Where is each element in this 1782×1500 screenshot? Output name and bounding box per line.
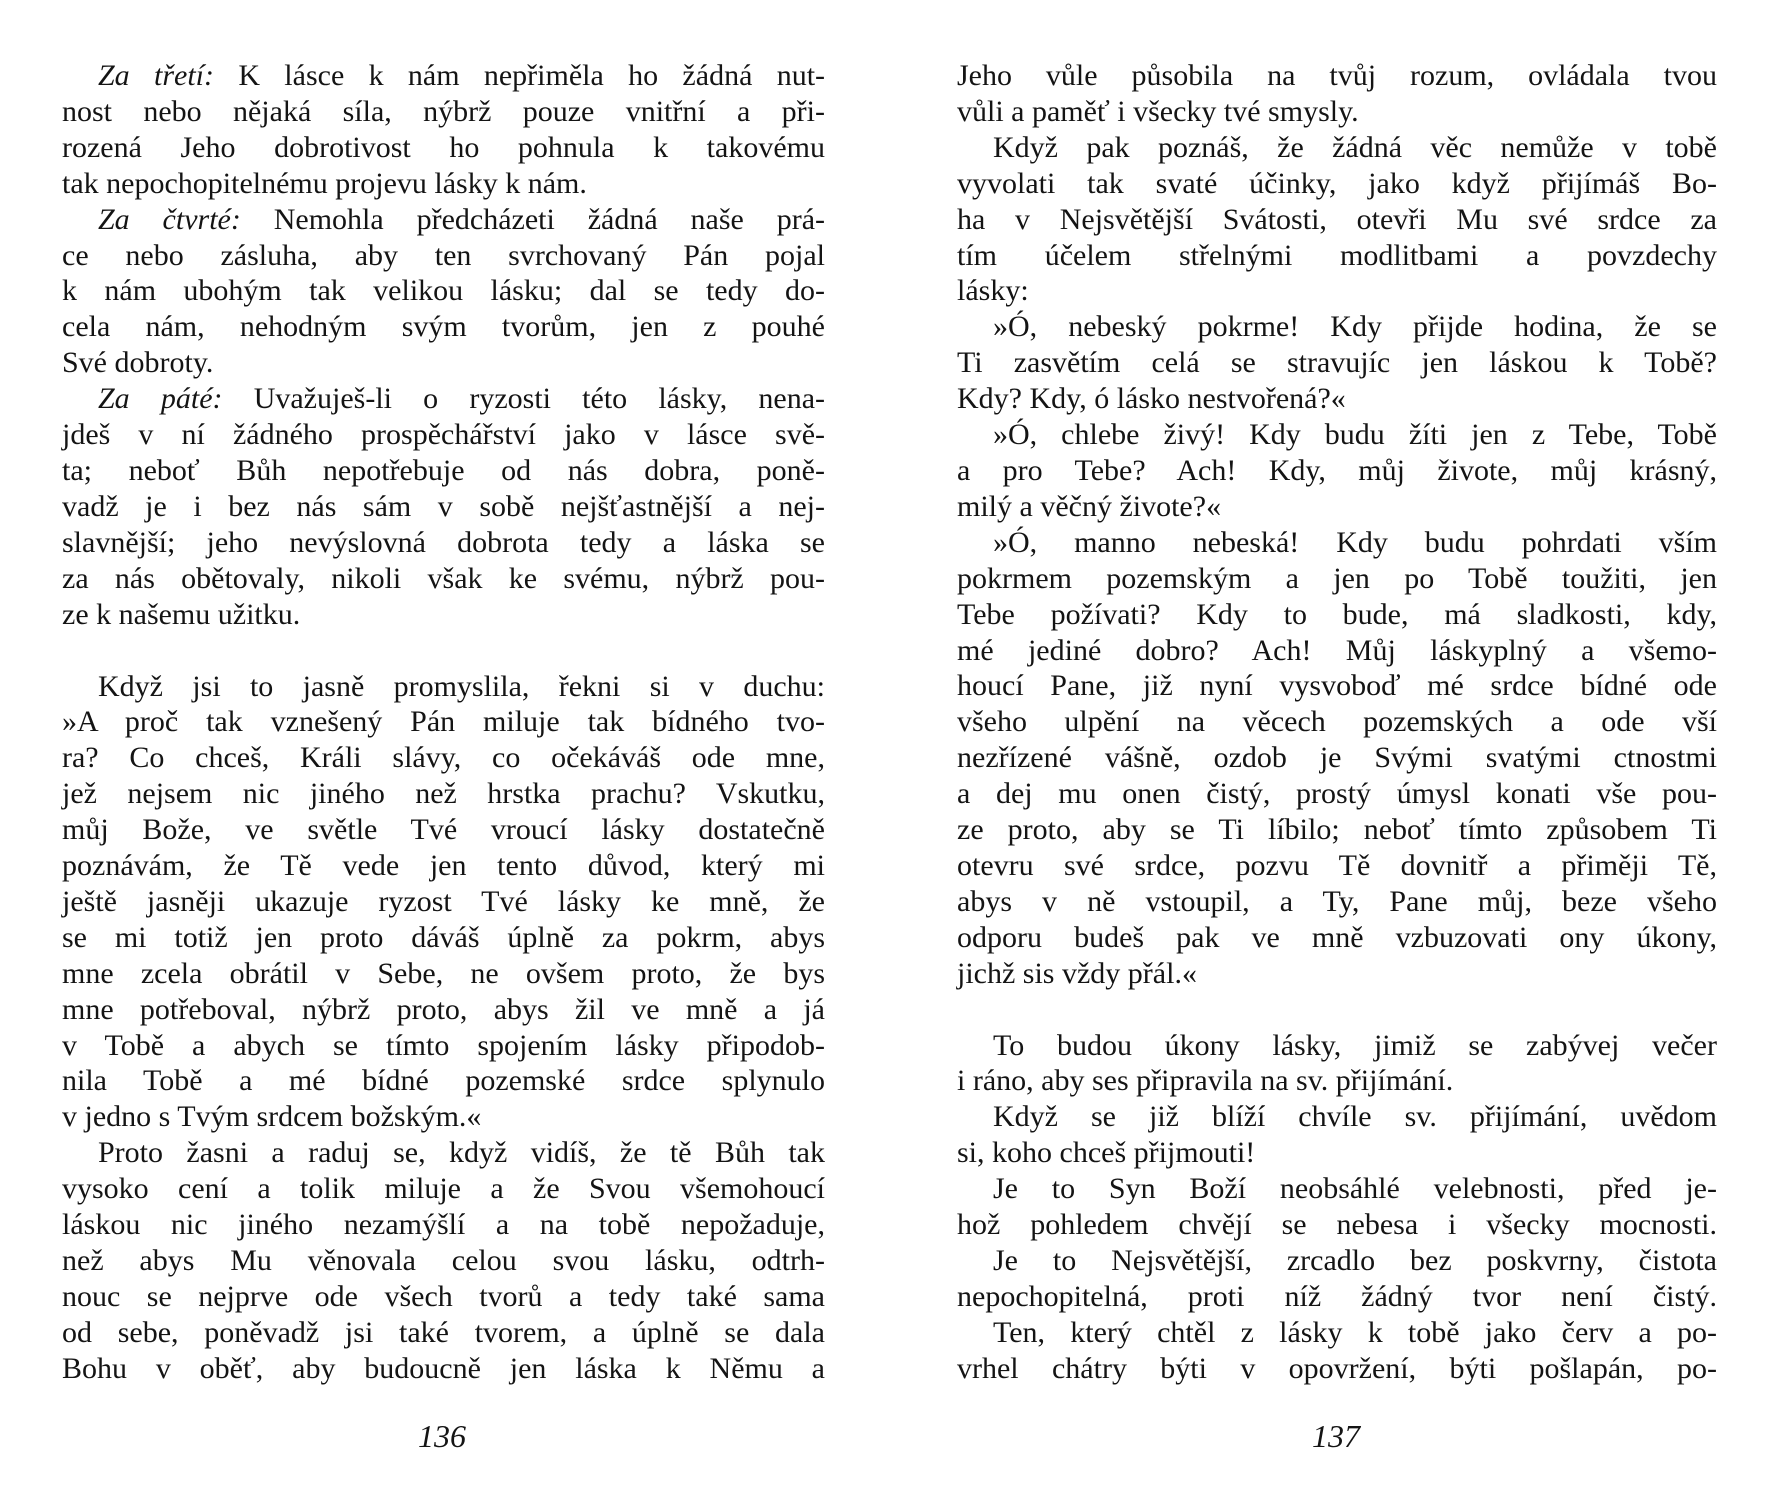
paragraph bbox=[957, 1028, 1717, 1100]
text-line: jež nejsem nic jiného než hrstka prachu? Vskutku, bbox=[62, 777, 825, 811]
text-line: Své dobroty. bbox=[62, 346, 214, 380]
text-line: vrhel chátry býti v opovržení, býti pošlapán, po- bbox=[957, 1351, 1717, 1385]
text-line: Proto žasni a raduj se, když vidíš, že tě Bůh tak bbox=[98, 1136, 825, 1170]
text-line: cela nám, nehodným svým tvorům, jen z pouhé bbox=[62, 310, 825, 344]
text-line: všeho ulpění na věcech pozemských a ode vší bbox=[957, 705, 1717, 739]
text-line: »Ó, nebeský pokrme! Kdy přijde hodina, že se bbox=[993, 310, 1717, 344]
text-line: Je to Syn Boží neobsáhlé velebnosti, před je- bbox=[993, 1172, 1717, 1206]
text-line: To budou úkony lásky, jimiž se zabývej večer bbox=[993, 1028, 1717, 1062]
text-line: a dej mu onen čistý, prostý úmysl konati vše pou- bbox=[957, 777, 1717, 811]
text-line: ra? Co chceš, Králi slávy, co očekáváš ode mne, bbox=[62, 741, 825, 775]
text-line: Jeho vůle působila na tvůj rozum, ovládala tvou bbox=[957, 59, 1717, 92]
paragraph bbox=[957, 1099, 1717, 1171]
text-line: nila Tobě a mé bídné pozemské srdce splynulo bbox=[62, 1064, 825, 1098]
text-line: nezřízené vášně, ozdob je Svými svatými ctnostmi bbox=[957, 741, 1717, 775]
paragraph bbox=[957, 1243, 1717, 1315]
text-line: se mi totiž jen proto dáváš úplně za pokrm, abys bbox=[62, 920, 825, 954]
text-line: vysoko cení a tolik miluje a že Svou všemohoucí bbox=[62, 1172, 825, 1206]
paragraph bbox=[957, 58, 1717, 130]
paragraph bbox=[957, 525, 1717, 992]
section-label: Za čtvrté: bbox=[98, 202, 241, 236]
text-line: ze proto, aby se Ti líbilo; neboť tímto způsobem Ti bbox=[957, 813, 1717, 847]
text-line: houcí Pane, již nyní vysvoboď mé srdce bídné ode bbox=[957, 669, 1717, 703]
text-line: tak nepochopitelnému projevu lásky k nám. bbox=[62, 166, 587, 200]
text-line: ha v Nejsvětější Svátosti, otevři Mu své srdce za bbox=[957, 202, 1717, 236]
text-line: Uvažuješ-li o ryzosti této lásky, nena- bbox=[253, 382, 826, 416]
text-line: »A proč tak vznešený Pán miluje tak bídného tvo- bbox=[62, 705, 825, 739]
text-line: poznávám, že Tě vede jen tento důvod, který mi bbox=[62, 849, 825, 883]
page-number: 137 bbox=[1312, 1418, 1360, 1454]
text-line: za nás obětovaly, nikoli však ke svému, nýbrž pou- bbox=[62, 561, 825, 595]
text-line: rozená Jeho dobrotivost ho pohnula k takovému bbox=[62, 130, 825, 164]
text-line: nepochopitelná, proti níž žádný tvor není čistý. bbox=[957, 1279, 1717, 1313]
text-line: od sebe, poněvadž jsi také tvorem, a úplně se dala bbox=[62, 1315, 825, 1349]
text-line: ještě jasněji ukazuje ryzost Tvé lásky ke mně, že bbox=[62, 884, 825, 918]
text-line: v Tobě a abych se tímto spojením lásky připodob- bbox=[62, 1028, 825, 1062]
text-line: Když jsi to jasně promyslila, řekni si v duchu: bbox=[98, 669, 825, 703]
text-line: k nám ubohým tak velikou lásku; dal se tedy do- bbox=[62, 274, 825, 308]
text-line: Ti zasvětím celá se stravujíc jen láskou k Tobě? bbox=[957, 346, 1717, 380]
paragraph bbox=[62, 381, 825, 632]
text-line: odporu budeš pak ve mně vzbuzovati ony úkony, bbox=[957, 920, 1717, 954]
text-line: Ten, který chtěl z lásky k tobě jako červ a po- bbox=[993, 1315, 1717, 1349]
text-line: pokrmem pozemským a jen po Tobě toužiti, jen bbox=[957, 561, 1717, 595]
text-line: Kdy? Kdy, ó lásko nestvořená?« bbox=[957, 382, 1346, 416]
text-line: Je to Nejsvětější, zrcadlo bez poskvrny, čistota bbox=[993, 1244, 1717, 1277]
text-line: a pro Tebe? Ach! Kdy, můj živote, můj krásný, bbox=[957, 453, 1717, 487]
text-line: nouc se nejprve ode všech tvorů a tedy také sama bbox=[62, 1279, 825, 1313]
text-line: než abys Mu věnovala celou svou lásku, odtrh- bbox=[62, 1244, 825, 1277]
text-line: ce nebo zásluha, aby ten svrchovaný Pán pojal bbox=[62, 238, 825, 272]
text-line: »Ó, chlebe živý! Kdy budu žíti jen z Tebe, Tobě bbox=[993, 418, 1717, 452]
text-line: lásky: bbox=[957, 274, 1029, 308]
text-line: vadž je i bez nás sám v sobě nejšťastnější a nej- bbox=[62, 489, 825, 523]
text-line: v jedno s Tvým srdcem božským.« bbox=[62, 1100, 482, 1134]
text-line: nost nebo nějaká síla, nýbrž pouze vnitřní a při- bbox=[62, 94, 825, 128]
text-line: otevru své srdce, pozvu Tě dovnitř a přiměji Tě, bbox=[957, 848, 1717, 882]
text-line: vůli a paměť i všecky tvé smysly. bbox=[957, 94, 1359, 128]
text-line: Když pak poznáš, že žádná věc nemůže v tobě bbox=[993, 130, 1717, 164]
left-page bbox=[62, 58, 825, 1387]
right-page bbox=[957, 58, 1717, 1387]
text-line: můj Bože, ve světle Tvé vroucí lásky dostatečně bbox=[62, 813, 825, 847]
text-line: jichž sis vždy přál.« bbox=[957, 956, 1197, 990]
gutter bbox=[890, 0, 892, 1500]
text-line: vyvolati tak svaté účinky, jako když přijímáš Bo- bbox=[957, 166, 1717, 200]
paragraph bbox=[62, 1135, 825, 1386]
paragraph bbox=[62, 202, 825, 382]
section-label: Za páté: bbox=[98, 382, 223, 416]
text-line: abys v ně vstoupil, a Ty, Pane můj, beze všeho bbox=[957, 884, 1717, 918]
page-number: 136 bbox=[418, 1418, 466, 1454]
text-line: láskou nic jiného nezamýšlí a na tobě nepožaduje, bbox=[62, 1208, 825, 1242]
paragraph bbox=[957, 1171, 1717, 1243]
text-line: mé jediné dobro? Ach! Můj láskyplný a všemo- bbox=[957, 633, 1717, 667]
text-line: Když se již blíží chvíle sv. přijímání, uvědom bbox=[993, 1100, 1717, 1134]
paragraph bbox=[957, 309, 1717, 417]
paragraph bbox=[62, 58, 825, 202]
text-line: Tebe požívati? Kdy to bude, má sladkosti, kdy, bbox=[957, 597, 1717, 631]
text-line: hož pohledem chvějí se nebesa i všecky mocnosti. bbox=[957, 1208, 1717, 1242]
paragraph bbox=[957, 417, 1717, 525]
text-line: ze k našemu užitku. bbox=[62, 597, 301, 631]
text-line: mne potřeboval, nýbrž proto, abys žil ve mně a já bbox=[62, 992, 825, 1026]
text-line: jdeš v ní žádného prospěchářství jako v lásce svě- bbox=[62, 418, 825, 452]
text-line: i ráno, aby ses připravila na sv. přijímání. bbox=[957, 1064, 1454, 1098]
text-line: mne zcela obrátil v Sebe, ne ovšem proto, že bys bbox=[62, 956, 825, 990]
text-line: ta; neboť Bůh nepotřebuje od nás dobra, poně- bbox=[62, 453, 825, 487]
text-line: Bohu v oběť, aby budoucně jen láska k Němu a bbox=[62, 1351, 825, 1385]
text-line: slavnější; jeho nevýslovná dobrota tedy a láska se bbox=[62, 525, 825, 559]
text-line: tím účelem střelnými modlitbami a povzdechy bbox=[957, 238, 1717, 272]
text-line: »Ó, manno nebeská! Kdy budu pohrdati vším bbox=[993, 525, 1717, 559]
paragraph bbox=[957, 1315, 1717, 1387]
paragraph bbox=[957, 130, 1717, 310]
text-line: si, koho chceš přijmouti! bbox=[957, 1136, 1256, 1170]
text-line: Nemohla předcházeti žádná naše prá- bbox=[273, 202, 825, 236]
section-label: Za třetí: bbox=[98, 59, 214, 92]
paragraph bbox=[62, 669, 825, 1136]
text-line: milý a věčný živote?« bbox=[957, 489, 1222, 523]
text-line: K lásce k nám nepřiměla ho žádná nut- bbox=[238, 59, 826, 92]
